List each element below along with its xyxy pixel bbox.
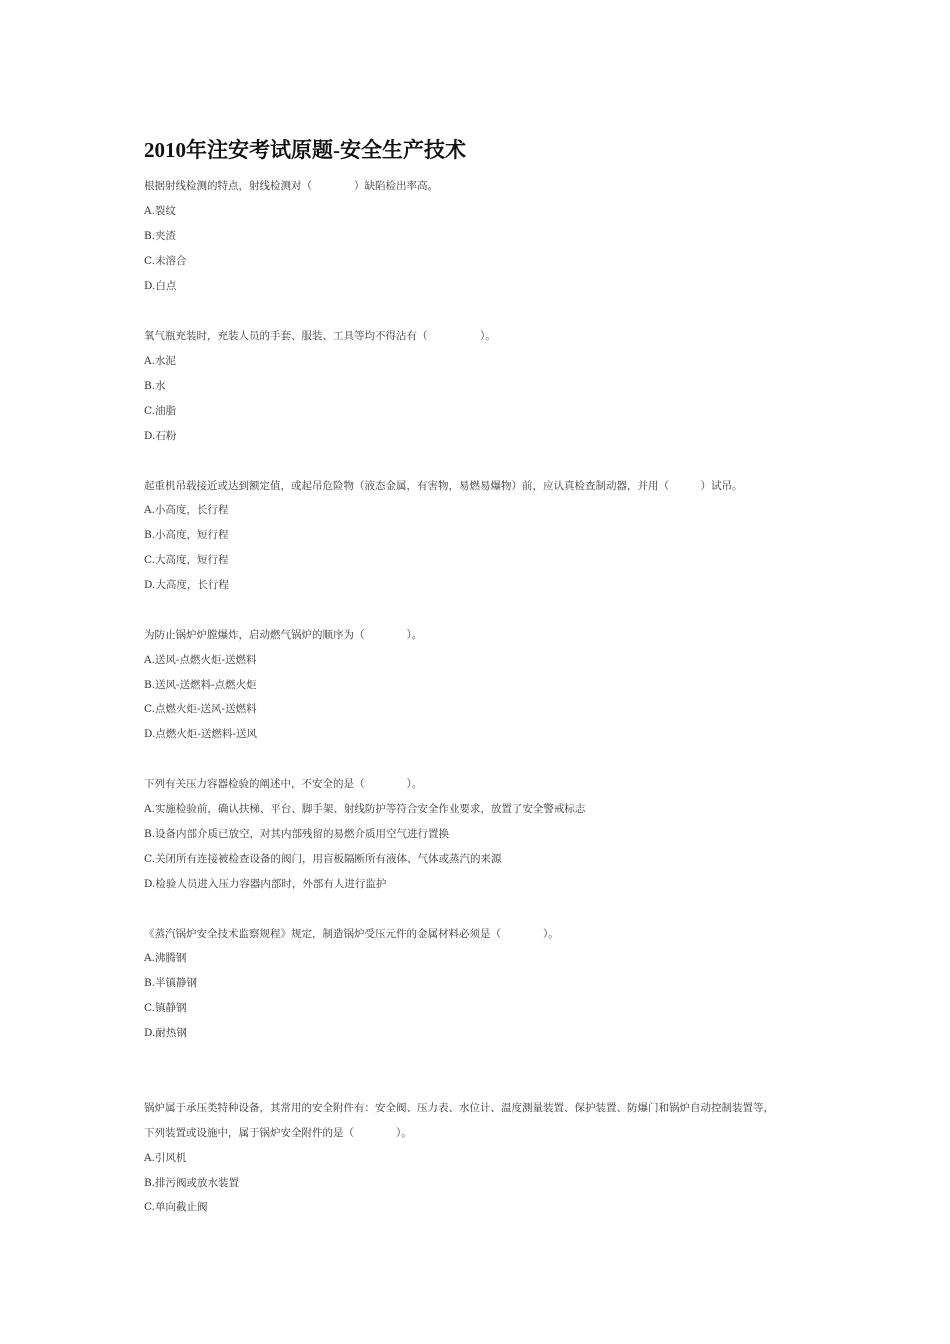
question-2-option-c: C.油脂 [144,405,176,417]
question-4-option-b: B.送风-送燃料-点燃火炬 [144,679,257,691]
question-4-option-a: A.送风-点燃火炬-送燃料 [144,654,257,666]
question-3-option-c: C.大高度，短行程 [144,554,229,566]
question-2-stem: 氧气瓶充装时，充装人员的手套、服装、工具等均不得沾有（ ）。 [144,330,496,342]
question-6-option-c: C.镇静钢 [144,1002,187,1014]
question-3-option-b: B.小高度，短行程 [144,529,229,541]
question-5-stem: 下列有关压力容器检验的阐述中，不安全的是（ ）。 [144,778,423,790]
question-1-option-c: C.未溶合 [144,255,187,267]
question-5-option-a: A.实施检验前，确认扶梯、平台、脚手架、射线防护等符合安全作业要求，放置了安全警戒标志 [144,803,586,815]
question-1-option-a: A.裂纹 [144,205,176,217]
question-4-option-d: D.点燃火炬-送燃料-送风 [144,728,257,740]
question-6-stem: 《蒸汽锅炉安全技术监察规程》规定，制造锅炉受压元件的金属材料必须是（ ）。 [144,928,559,940]
question-5-option-c: C.关闭所有连接被检查设备的阀门，用盲板隔断所有液体、气体或蒸汽的来源 [144,853,502,865]
question-4-option-c: C.点燃火炬-送风-送燃料 [144,703,257,715]
question-5-option-d: D.检验人员进入压力容器内部时，外部有人进行监护 [144,878,387,890]
question-3-stem: 起重机吊载接近或达到额定值，或起吊危险物（液态金属，有害物，易燃易爆物）前，应认真检查制动器，并用（ ）试吊。 [144,480,743,492]
question-3-option-d: D.大高度，长行程 [144,579,229,591]
question-5-option-b: B.设备内部介质已放空，对其内部残留的易燃介质用空气进行置换 [144,828,450,840]
question-7-option-b: B.排污阀或放水装置 [144,1177,240,1189]
question-6-option-a: A.沸腾钢 [144,952,187,964]
question-6-option-d: D.耐热钢 [144,1027,187,1039]
question-2-option-b: B.水 [144,380,166,392]
question-3-option-a: A.小高度，长行程 [144,504,229,516]
question-1-option-b: B.夹渣 [144,230,177,242]
question-7-option-c: C.单向截止阀 [144,1201,208,1213]
question-2-option-a: A.水泥 [144,355,176,367]
question-7-stem-line-1: 锅炉属于承压类特种设备，其常用的安全附件有：安全阀、压力表、水位计、温度测量装置、保护装置、防爆门和锅炉自动控制装置等， [144,1102,774,1114]
question-7-stem-line-2: 下列装置或设施中，属于锅炉安全附件的是（ ）。 [144,1127,412,1139]
question-1-option-d: D.白点 [144,280,177,292]
question-4-stem: 为防止锅炉炉膛爆炸，启动燃气锅炉的顺序为（ ）。 [144,629,423,641]
page-title: 2010年注安考试原题-安全生产技术 [144,138,466,162]
question-7-option-a: A.引风机 [144,1152,187,1164]
question-6-option-b: B.半镇静钢 [144,977,198,989]
question-1-stem: 根据射线检测的特点，射线检测对（ ）缺陷检出率高。 [144,180,438,192]
question-2-option-d: D.石粉 [144,430,177,442]
